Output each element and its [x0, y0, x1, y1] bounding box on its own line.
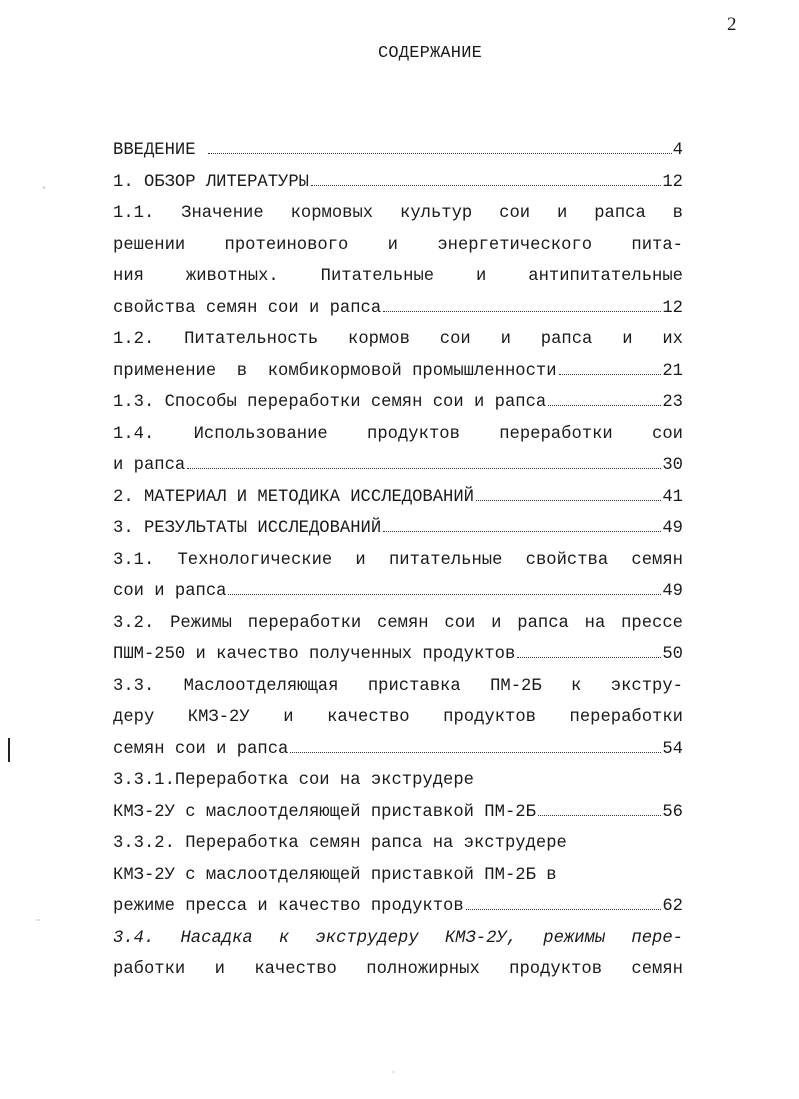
scan-speck: ˎ	[42, 178, 47, 189]
toc-entry-3-3-2-line-3	[113, 891, 683, 923]
toc-entry-3-2-line-1	[113, 608, 683, 640]
toc-entry-text: 3.3.1.Переработка сои на экструдере	[113, 771, 474, 790]
toc-entry-text: режиме пресса и качество продуктов	[113, 897, 464, 916]
toc-entry-1-1-line-4	[113, 293, 683, 325]
toc-entry-1-4-line-1	[113, 419, 683, 451]
toc-page-number: 12	[662, 172, 683, 192]
toc-page-number: 50	[662, 645, 683, 664]
toc-entry-text: работки и качество полножирных продуктов семян	[113, 960, 683, 979]
toc-entry-1-1-line-3	[113, 261, 683, 293]
toc-entry-text: сои и рапса	[113, 582, 227, 601]
scan-mark	[8, 738, 10, 762]
dot-leader	[538, 814, 661, 816]
toc-entry-text: 3.3. Маслоотделяющая приставка ПМ-2Б к экстру-	[113, 676, 683, 696]
toc-entry-3-4-line-1	[113, 923, 683, 955]
toc-entry-text: 1.4. Использование продуктов переработки сои	[113, 424, 683, 444]
toc-entry-text: семян сои и рапса	[113, 739, 289, 759]
toc-entry-text: решении протеинового и энергетического пита-	[113, 235, 683, 255]
toc-entry-1-2-line-1	[113, 324, 683, 356]
toc-entry-3-3-2-line-2	[113, 860, 683, 892]
toc-entry-text: 3.4. Насадка к экструдеру КМЗ-2У, режимы пере-	[113, 928, 683, 948]
toc-entry-introduction	[113, 135, 683, 167]
toc-entry-literature-review	[113, 167, 683, 199]
toc-page-number: 49	[662, 582, 683, 601]
toc-entry-text: ВВЕДЕНИЕ	[113, 141, 206, 160]
scan-speck: ·	[392, 1068, 395, 1077]
toc-page-number: 21	[662, 361, 683, 381]
toc-entry-3-2-line-2	[113, 639, 683, 671]
toc-entry-text: КМЗ-2У с маслоотделяющей приставкой ПМ-2Б	[113, 802, 536, 822]
dot-leader	[383, 530, 661, 532]
toc-entry-text: КМЗ-2У с маслоотделяющей приставкой ПМ-2Б в	[113, 865, 557, 885]
dot-leader	[208, 152, 672, 154]
toc-entry-3-1-line-2	[113, 576, 683, 608]
dot-leader	[228, 593, 661, 595]
toc-page-number: 41	[662, 487, 683, 507]
toc-entry-text: 3.3.2. Переработка семян рапса на экструдере	[113, 834, 567, 853]
toc-entry-3-3-line-1	[113, 671, 683, 703]
toc-entry-3-3-line-2	[113, 702, 683, 734]
toc-entry-1-1-line-1	[113, 198, 683, 230]
dot-leader	[290, 751, 661, 753]
toc-entry-text: 1.2. Питательность кормов сои и рапса и их	[113, 330, 683, 349]
toc-entry-1-4-line-2	[113, 450, 683, 482]
toc-entry-text: деру КМЗ-2У и качество продуктов переработки	[113, 708, 683, 727]
page-title: СОДЕРЖАНИЕ	[377, 44, 483, 63]
toc-entry-text: свойства семян сои и рапса	[113, 298, 382, 318]
dot-leader	[311, 184, 661, 186]
toc-page-number: 56	[662, 802, 683, 822]
toc-entry-1-1-line-2	[113, 230, 683, 262]
toc-page-number: 4	[672, 141, 683, 160]
table-of-contents	[113, 135, 683, 986]
toc-page-number: 49	[662, 519, 683, 538]
toc-entry-1-2-line-2	[113, 356, 683, 388]
toc-entry-text: 3. РЕЗУЛЬТАТЫ ИССЛЕДОВАНИЙ	[113, 519, 382, 538]
dot-leader	[383, 310, 661, 312]
toc-entry-3-4-line-2	[113, 954, 683, 986]
dot-leader	[559, 373, 662, 375]
toc-entry-3-3-line-3	[113, 734, 683, 766]
toc-entry-3-1-line-1	[113, 545, 683, 577]
dot-leader	[466, 908, 662, 910]
toc-entry-text: 3.2. Режимы переработки семян сои и рапса на прессе	[113, 613, 683, 633]
toc-entry-text: применение в комбикормовой промышленности	[113, 361, 557, 381]
toc-page-number: 62	[662, 897, 683, 916]
toc-page-number: 30	[662, 456, 683, 475]
toc-entry-text: 1.1. Значение кормовых культур сои и рапса в	[113, 204, 683, 223]
dot-leader	[548, 404, 661, 406]
toc-page-number: 54	[662, 739, 683, 759]
toc-page-number: 12	[662, 298, 683, 318]
dot-leader	[187, 467, 661, 469]
toc-entry-text: ПШМ-250 и качество полученных продуктов	[113, 645, 516, 664]
toc-entry-3-3-1-line-1	[113, 765, 683, 797]
dot-leader	[517, 656, 661, 658]
toc-entry-text: ния животных. Питательные и антипитательные	[113, 267, 683, 286]
toc-entry-text: 1. ОБЗОР ЛИТЕРАТУРЫ	[113, 172, 309, 192]
toc-entry-text: 1.3. Способы переработки семян сои и рапса	[113, 393, 547, 412]
toc-entry-text: 2. МАТЕРИАЛ И МЕТОДИКА ИССЛЕДОВАНИЙ	[113, 487, 474, 507]
toc-entry-text: и рапса	[113, 456, 186, 475]
toc-entry-text: 3.1. Технологические и питательные свойства семян	[113, 550, 683, 570]
toc-page-number: 23	[662, 393, 683, 412]
dot-leader	[476, 499, 661, 501]
toc-entry-3-3-2-line-1	[113, 828, 683, 860]
page-number: 2	[727, 14, 737, 35]
toc-entry-results	[113, 513, 683, 545]
toc-entry-materials-methods	[113, 482, 683, 514]
scan-speck: ··	[36, 916, 42, 925]
toc-entry-3-3-1-line-2	[113, 797, 683, 829]
toc-entry-1-3	[113, 387, 683, 419]
